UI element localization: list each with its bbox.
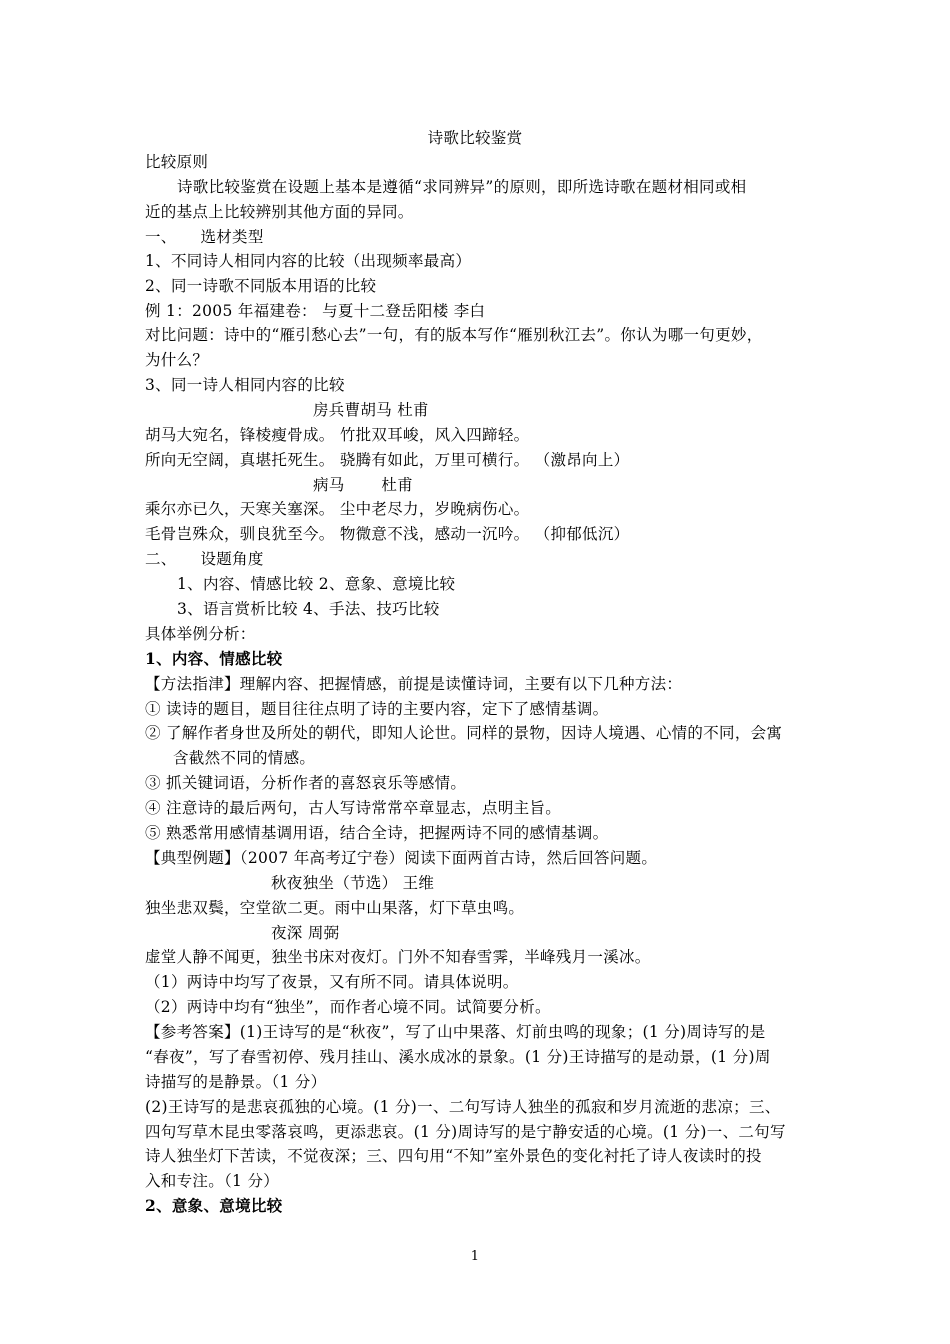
list-item: 2、同一诗歌不同版本用语的比较 <box>145 277 377 295</box>
numbered-item: ④ 注意诗的最后两句，古人写诗常常卒章显志，点明主旨。 <box>145 799 562 817</box>
poem-title: 病马 杜甫 <box>313 476 414 494</box>
answer-line: 入和专注。（1 分） <box>145 1172 280 1190</box>
answer-line: 诗人独坐灯下苦读，不觉夜深；三、四句用“不知”室外景色的变化衬托了诗人夜读时的投 <box>145 1147 762 1165</box>
paragraph-line: 为什么？ <box>145 351 209 369</box>
poem-line: 胡马大宛名，锋棱瘦骨成。 竹批双耳峻，风入四蹄轻。 <box>145 426 530 444</box>
numbered-item: ⑤ 熟悉常用感情基调用语，结合全诗，把握两诗不同的感情基调。 <box>145 824 609 842</box>
poem-line: 乘尔亦已久，天寒关塞深。 尘中老尽力，岁晚病伤心。 <box>145 500 530 518</box>
answer-line: 四句写草木昆虫零落哀鸣，更添悲哀。(1 分)周诗写的是宁静安适的心境。(1 分)一、二句写 <box>145 1123 786 1141</box>
poem-title: 房兵曹胡马 杜甫 <box>313 401 429 419</box>
numbered-item: ② 了解作者身世及所处的朝代，即知人论世。同样的景物，因诗人境遇、心情的不同，会寓 <box>145 724 783 742</box>
numbered-item: ③ 抓关键词语，分析作者的喜怒哀乐等感情。 <box>145 774 467 792</box>
numbered-item-continuation: 含截然不同的情感。 <box>173 749 316 767</box>
page-number: 1 <box>470 1249 480 1264</box>
document-title: 诗歌比较鉴赏 <box>427 129 523 147</box>
paragraph-line: 【方法指津】理解内容、把握情感，前提是读懂诗词，主要有以下几种方法： <box>145 675 683 693</box>
answer-line: 诗描写的是静景。（1 分） <box>145 1073 327 1091</box>
poem-line: 所向无空阔，真堪托死生。 骁腾有如此，万里可横行。 （激昂向上） <box>145 451 630 469</box>
poem-line: 虚堂人静不闻更，独坐书床对夜灯。门外不知春雪霁，半峰残月一溪冰。 <box>145 948 651 966</box>
paragraph-line: 【典型例题】（2007 年高考辽宁卷）阅读下面两首古诗，然后回答问题。 <box>145 849 658 867</box>
answer-line: “春夜”，写了春雪初停、残月挂山、溪水成冰的景象。(1 分)王诗描写的是动景，(1 分)周 <box>145 1048 771 1066</box>
poem-title: 秋夜独坐（节选） 王维 <box>271 874 435 892</box>
subsection-heading: 1、内容、情感比较 <box>145 649 283 668</box>
paragraph-line: 具体举例分析： <box>145 625 256 643</box>
answer-line: 【参考答案】(1)王诗写的是“秋夜”，写了山中果落、灯前虫鸣的现象；(1 分)周诗写的是 <box>145 1023 766 1041</box>
list-item: 3、同一诗人相同内容的比较 <box>145 376 345 394</box>
paragraph-line: 近的基点上比较辨别其他方面的异同。 <box>145 203 414 221</box>
poem-line: 毛骨岂殊众，驯良犹至今。 物微意不浅，感动一沉吟。 （抑郁低沉） <box>145 525 630 543</box>
poem-title: 夜深 周弼 <box>271 924 340 942</box>
answer-line: (2)王诗写的是悲哀孤独的心境。(1 分)一、二句写诗人独坐的孤寂和岁月流逝的悲凉；三、 <box>145 1098 781 1116</box>
section-heading: 一、 选材类型 <box>145 228 264 246</box>
section-heading: 比较原则 <box>145 153 209 171</box>
question-line: （2）两诗中均有“独坐”，而作者心境不同。试简要分析。 <box>145 998 551 1016</box>
subsection-heading: 2、意象、意境比较 <box>145 1196 283 1215</box>
list-item: 3、语言赏析比较 4、手法、技巧比较 <box>177 600 440 618</box>
numbered-item: ① 读诗的题目，题目往往点明了诗的主要内容，定下了感情基调。 <box>145 700 609 718</box>
question-line: （1）两诗中均写了夜景，又有所不同。请具体说明。 <box>145 973 519 991</box>
list-item: 1、不同诗人相同内容的比较（出现频率最高） <box>145 252 472 270</box>
list-item: 1、内容、情感比较 2、意象、意境比较 <box>177 575 456 593</box>
paragraph-line: 诗歌比较鉴赏在设题上基本是遵循“求同辨异”的原则，即所选诗歌在题材相同或相 <box>177 178 747 196</box>
section-heading: 二、 设题角度 <box>145 550 264 568</box>
paragraph-line: 对比问题：诗中的“雁引愁心去”一句，有的版本写作“雁别秋江去”。你认为哪一句更妙， <box>145 326 763 344</box>
example-line: 例 1：2005 年福建卷： 与夏十二登岳阳楼 李白 <box>145 302 486 320</box>
poem-line: 独坐悲双鬓，空堂欲二更。雨中山果落，灯下草虫鸣。 <box>145 899 525 917</box>
